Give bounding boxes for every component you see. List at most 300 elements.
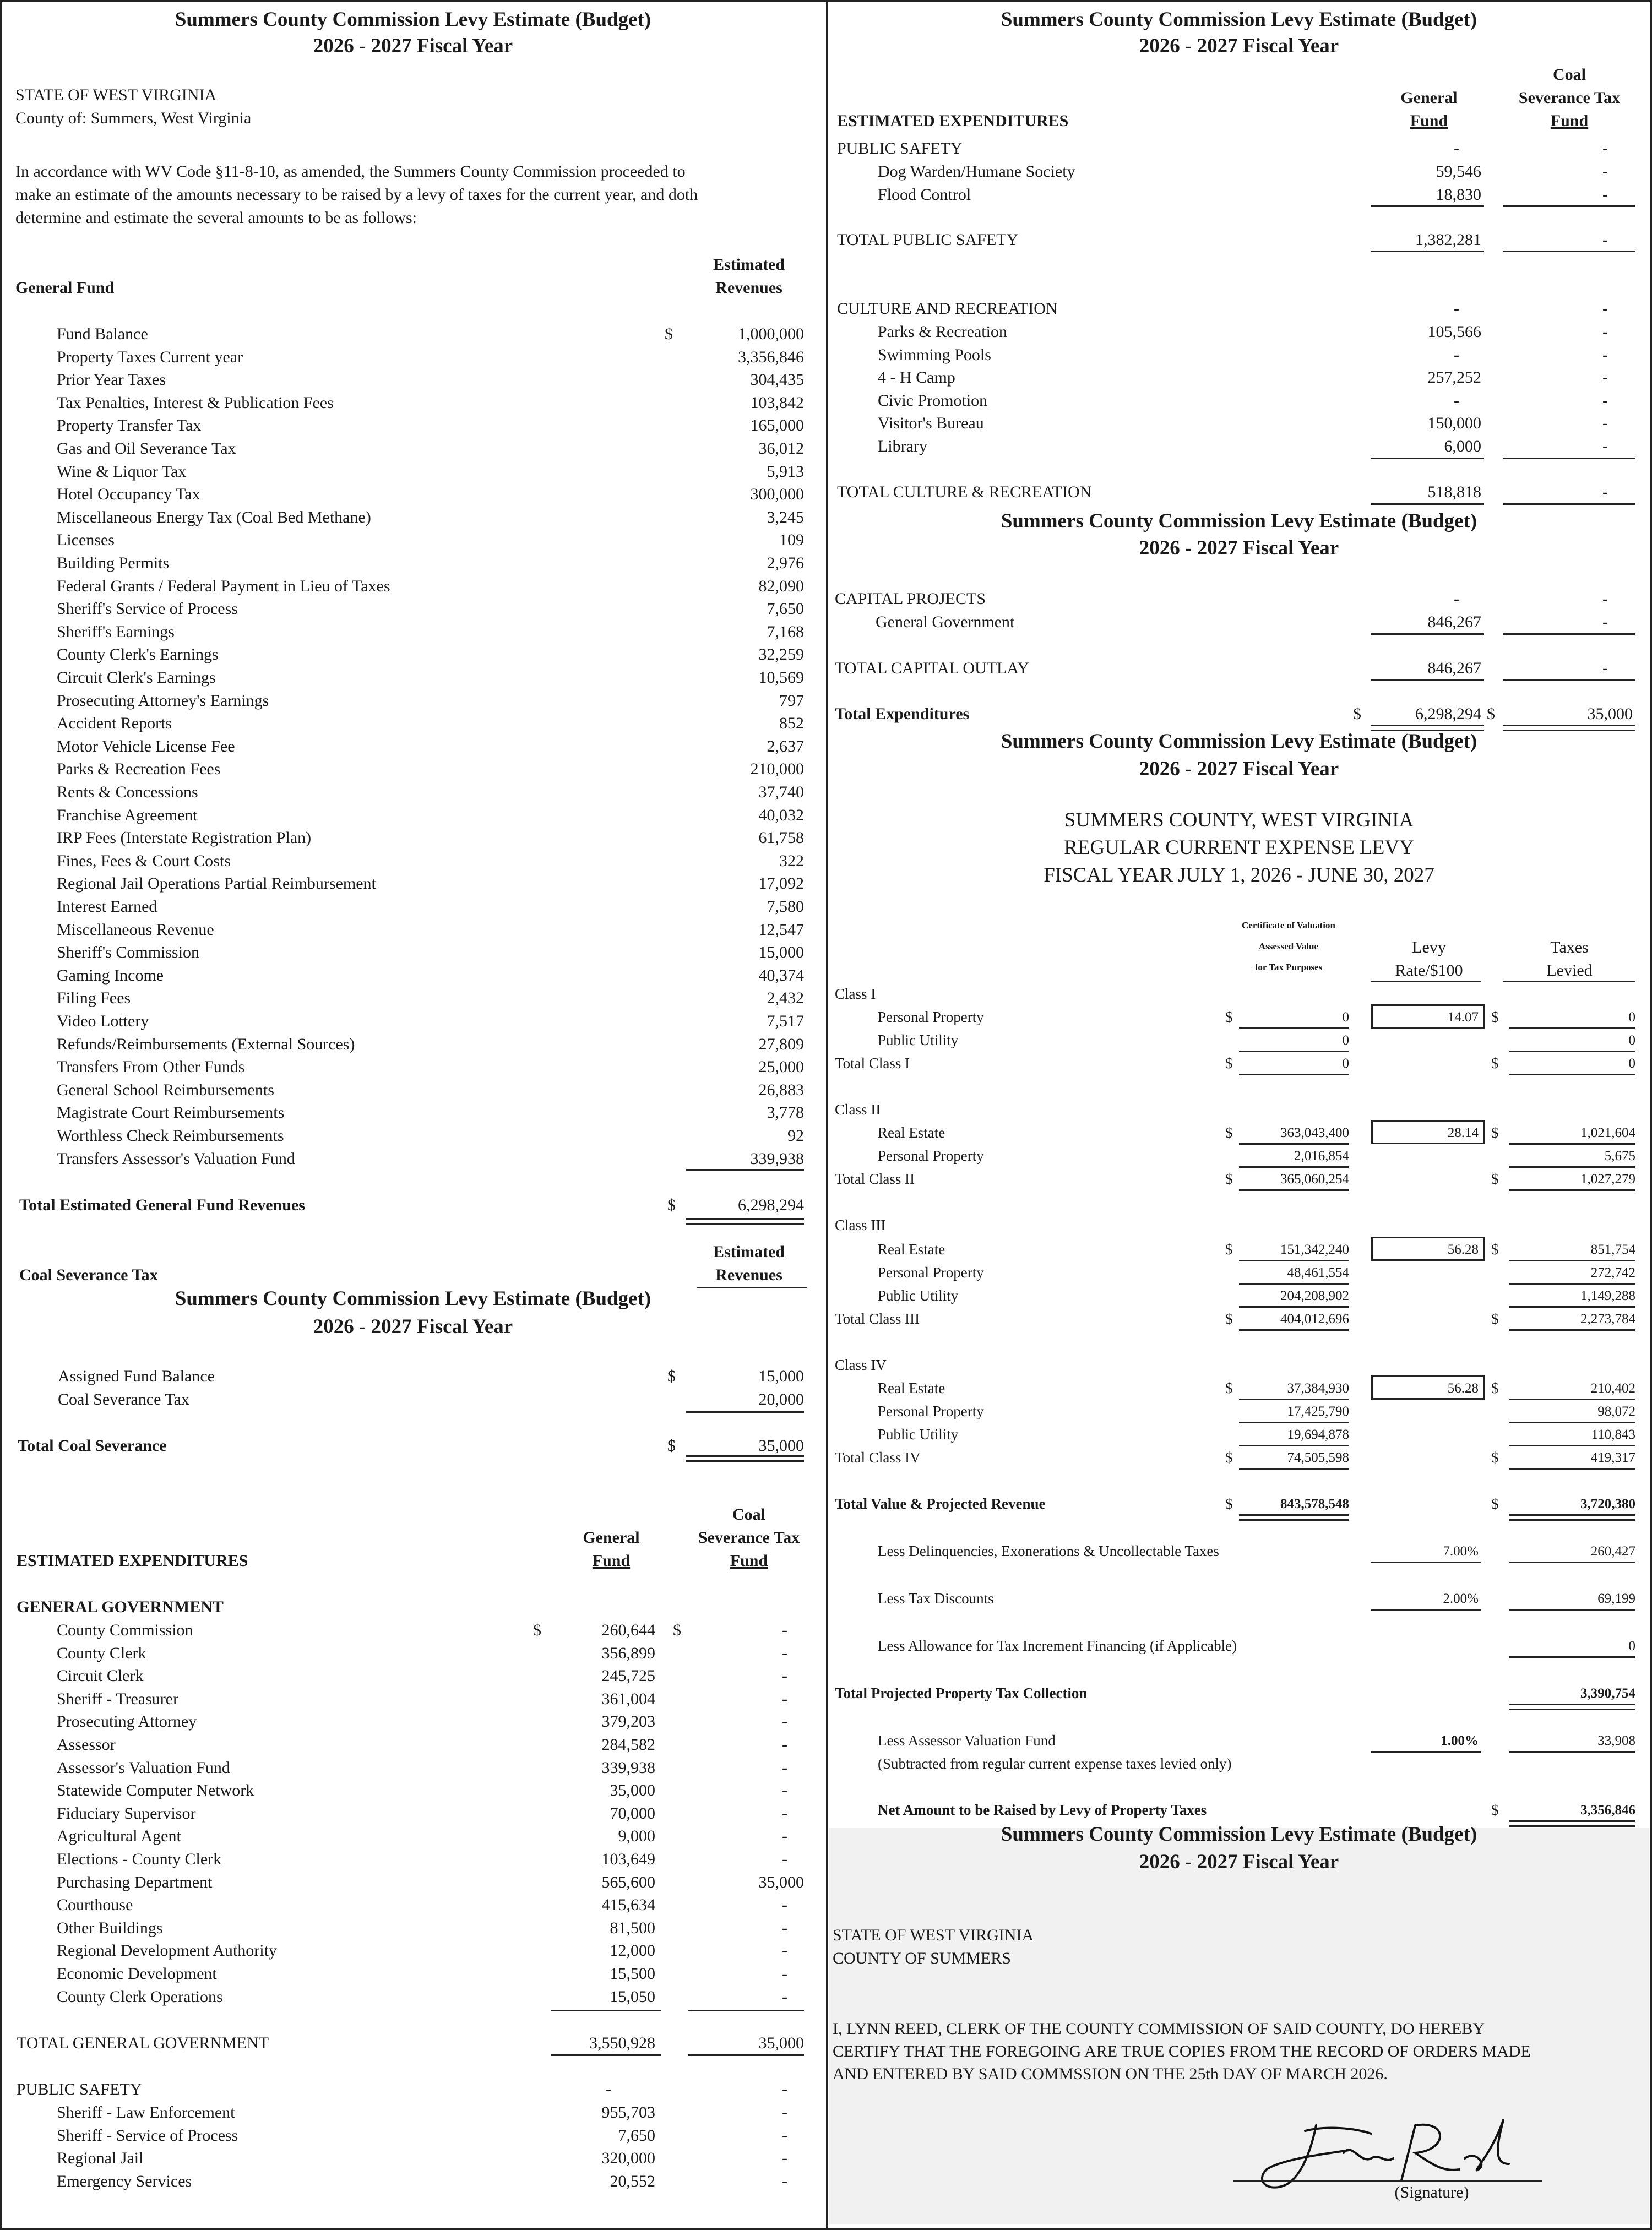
revenue-item-value: 339,938 [750,1149,804,1168]
revenue-item-value: 2,976 [767,554,804,572]
ps-item-name: Dog Warden/Humane Society [878,162,1075,181]
culture-item-gen: 6,000 [1444,437,1481,455]
gen-gov-item-gen: 379,203 [601,1712,655,1731]
gen-gov-item-name: County Commission [57,1621,193,1639]
revenue-item-name: Motor Vehicle License Fee [57,737,235,755]
levy-tax-value: 69,199 [1597,1591,1635,1606]
levy-tax-value: 419,317 [1590,1450,1635,1465]
levy-tax-value: 210,402 [1590,1381,1635,1396]
gen-gov-item-name: Sheriff - Treasurer [57,1689,179,1708]
revenue-item-value: 27,809 [758,1035,804,1053]
levy-rate: 7.00% [1443,1544,1479,1559]
levy-assessed-value: 0 [1342,1033,1349,1048]
levy-rule [1239,1189,1349,1191]
revenue-item-value: 3,356,846 [738,347,804,366]
gen-gov-item-gen: 260,644 [601,1621,655,1639]
cert-county: COUNTY OF SUMMERS [833,1949,1011,1967]
gen-gov-item-name: County Clerk [57,1644,146,1662]
levy-row-label: Real Estate [878,1380,945,1396]
culture-item-name: Parks & Recreation [878,323,1007,341]
levy-row-label: Real Estate [878,1124,945,1141]
levy-tax-value: 260,427 [1590,1544,1635,1559]
gen-gov-item-coal: - [782,1827,787,1846]
revenue-item-name: Rents & Concessions [57,783,198,801]
levy-row-label: Class III [835,1217,886,1233]
revenue-item-name: Transfers From Other Funds [57,1058,245,1076]
revenue-item-name: Sheriff's Earnings [57,622,175,641]
levy-assessed-value: 74,505,598 [1287,1450,1349,1465]
levy-hdr-1: Levy [1412,938,1446,956]
capital-total-rule [1371,679,1484,681]
r-col-fund: Fund [1410,112,1448,130]
levy-tax-value: 0 [1628,1639,1635,1654]
ps-item-name: Sheriff - Law Enforcement [57,2103,235,2122]
culture-item-gen: 257,252 [1427,368,1481,387]
gen-gov-item-name: Assessor [57,1736,116,1754]
gen-gov-item-name: Statewide Computer Network [57,1781,254,1800]
revenue-item-value: 210,000 [750,760,804,779]
fiscal-year: 2026 - 2027 Fiscal Year [313,35,513,57]
r-dash: - [1602,590,1608,608]
levy-rule [1371,1562,1481,1563]
levy-tax-value: 1,149,288 [1580,1288,1635,1303]
currency-sign: $ [1491,1171,1499,1187]
culture-rule [1371,458,1484,459]
levy-line-1: SUMMERS COUNTY, WEST VIRGINIA [1064,809,1414,831]
levy-row-label: Less Delinquencies, Exonerations & Uncollectable Taxes [878,1543,1219,1559]
capital-total-coal: - [1602,659,1608,677]
levy-assessed-value: 151,342,240 [1280,1242,1349,1257]
revenue-item-value: 3,245 [767,508,804,526]
currency-sign: $ [665,325,673,343]
exp-col-coal-fund: Fund [730,1552,768,1570]
culture-total-label: TOTAL CULTURE & RECREATION [837,483,1092,501]
revenue-item-value: 15,000 [758,943,804,962]
revenue-item-name: Federal Grants / Federal Payment in Lieu of Taxes [57,576,390,595]
culture-item-coal: - [1602,345,1608,364]
revenue-item-name: Gaming Income [57,966,164,985]
gen-gov-item-coal: - [782,1987,787,2006]
gen-gov-item-gen: 35,000 [610,1781,655,1800]
gen-gov-item-gen: 245,725 [601,1667,655,1685]
gen-gov-total-rule-coal [688,2054,804,2056]
revenue-item-name: Licenses [57,531,115,550]
culture-total-rule [1371,503,1484,505]
levy-rule [1509,1656,1635,1658]
levy-row-label: Public Utility [878,1426,959,1443]
levy-rule [1509,1329,1635,1331]
fiscal-year-2: 2026 - 2027 Fiscal Year [313,1315,513,1338]
currency-sign: $ [1353,705,1361,723]
revenue-item-name: Prior Year Taxes [57,371,166,389]
capital-total-gen: 846,267 [1427,659,1481,677]
total-exp-gen: 6,298,294 [1415,705,1481,723]
cert-hdr-1: Certificate of Valuation [1242,920,1335,931]
capital-item-name: General Government [876,613,1015,631]
revenue-item-name: Worthless Check Reimbursements [57,1127,284,1145]
revenue-item-value: 2,432 [767,989,804,1008]
cert-hdr-3: for Tax Purposes [1254,962,1323,972]
ps-total-label: TOTAL PUBLIC SAFETY [837,231,1019,249]
ps-item-gen: 7,650 [618,2126,655,2145]
levy-tax-value: 272,742 [1590,1265,1635,1280]
revenue-item-name: Refunds/Reimbursements (External Sources) [57,1035,355,1053]
gen-gov-item-name: Circuit Clerk [57,1667,144,1685]
gen-gov-rule-coal [688,2010,804,2011]
currency-sign: $ [1225,1380,1233,1396]
gen-gov-item-coal: - [782,1712,787,1731]
levy-rule [1509,1704,1635,1710]
levy-row-label: Personal Property [878,1147,984,1164]
revenue-item-name: Interest Earned [57,898,157,916]
revenue-item-value: 5,913 [767,462,804,481]
gf-total-rule [686,1218,804,1225]
revenue-item-value: 300,000 [750,485,804,504]
gen-gov-item-gen: 284,582 [601,1736,655,1754]
doc-title-2: Summers County Commission Levy Estimate (Budget) [175,1287,651,1310]
revenue-item-value: 61,758 [758,829,804,847]
gf-total-value: 6,298,294 [738,1196,804,1214]
culture-item-coal: - [1602,323,1608,341]
revenue-item-value: 165,000 [750,416,804,435]
culture-rule-coal [1503,458,1635,459]
gen-gov-item-coal: - [782,1896,787,1914]
intro-line-1: In accordance with WV Code §11-8-10, as amended, the Summers County Commission proceeded to [15,162,686,181]
gen-gov-item-coal: - [782,1965,787,1983]
gen-gov-item-gen: 15,050 [610,1987,655,2006]
levy-row-label: Public Utility [878,1032,959,1048]
gen-gov-item-name: Assessor's Valuation Fund [57,1758,230,1777]
gen-gov-total-rule [551,2054,661,2056]
levy-assessed-value: 204,208,902 [1280,1288,1349,1303]
levy-assessed-value: 365,060,254 [1280,1172,1349,1187]
currency-sign: $ [1225,1241,1233,1258]
levy-row-label: Total Projected Property Tax Collection [835,1685,1088,1701]
levy-row-label: Total Value & Projected Revenue [835,1495,1046,1512]
gen-gov-item-gen: 81,500 [610,1918,655,1937]
revenue-item-name: IRP Fees (Interstate Registration Plan) [57,829,312,847]
coal-item-value: 20,000 [758,1390,804,1408]
gen-gov-item-name: Regional Development Authority [57,1941,277,1960]
capital-total-label: TOTAL CAPITAL OUTLAY [835,659,1029,677]
ps-right-rule-coal [1503,205,1635,207]
levy-rule [1509,1609,1635,1611]
cert-hdr-2: Assessed Value [1258,941,1319,951]
levy-tax-value: 3,356,846 [1580,1803,1635,1818]
levy-rule [1371,1751,1481,1753]
currency-sign: $ [1491,1449,1499,1466]
revenue-item-name: Prosecuting Attorney's Earnings [57,691,269,710]
gen-gov-item-coal: - [782,1736,787,1754]
revenue-item-value: 103,842 [750,393,804,412]
gen-gov-item-name: Courthouse [57,1896,133,1914]
currency-sign: $ [1491,1241,1499,1258]
revenue-item-value: 36,012 [758,439,804,458]
gen-gov-item-gen: 12,000 [610,1941,655,1960]
levy-rule [1509,1751,1635,1753]
levy-row-label: Total Class III [835,1310,920,1327]
doc-title: Summers County Commission Levy Estimate (Budget) [175,8,651,31]
levy-rate: 56.28 [1447,1242,1479,1257]
currency-sign: $ [1225,1009,1233,1025]
currency-sign: $ [1225,1171,1233,1187]
r-dash: - [1454,139,1459,157]
ps-item-gen: 59,546 [1436,162,1481,181]
revenue-item-name: Tax Penalties, Interest & Publication Fees [57,393,334,412]
revenue-item-value: 26,883 [758,1080,804,1099]
revenue-item-value: 82,090 [758,576,804,595]
levy-hdr-2: Rate/$100 [1395,961,1463,980]
revenue-item-name: Building Permits [57,554,170,572]
levy-rate: 56.28 [1447,1381,1479,1396]
exp-title: ESTIMATED EXPENDITURES [17,1552,248,1570]
revenue-item-value: 322 [779,851,804,870]
revenue-item-name: Fund Balance [57,325,148,343]
revenue-item-value: 797 [779,691,804,710]
levy-tax-value: 0 [1628,1056,1635,1071]
levy-row-label: Net Amount to be Raised by Levy of Property Taxes [878,1802,1207,1818]
currency-sign: $ [673,1621,681,1639]
revenue-item-value: 12,547 [758,920,804,939]
levy-assessed-value: 0 [1342,1010,1349,1025]
gen-gov-item-coal: - [782,1621,787,1639]
gen-gov-item-coal: - [782,1781,787,1800]
coal-total-rule [686,1455,804,1462]
culture-item-gen: 150,000 [1427,414,1481,433]
levy-row-label: Total Class I [835,1055,910,1072]
levy-row-label: Real Estate [878,1241,945,1258]
revenue-item-value: 92 [787,1127,804,1145]
levy-rule [1239,1329,1349,1331]
levy-rule [1509,1514,1635,1521]
levy-rate: 1.00% [1441,1733,1479,1748]
currency-sign: $ [1491,1380,1499,1396]
column-divider [826,0,828,2230]
tax-hdr-1: Taxes [1550,938,1589,956]
culture-item-coal: - [1602,414,1608,433]
coal-heading: Coal Severance Tax [19,1266,158,1284]
gen-gov-item-coal: - [782,1918,787,1937]
ps-item-gen: 18,830 [1436,185,1481,204]
levy-tax-value: 0 [1628,1010,1635,1025]
revenue-item-name: Parks & Recreation Fees [57,760,221,779]
levy-row-label: Public Utility [878,1287,959,1304]
culture-total-coal: - [1602,483,1608,501]
gen-gov-item-gen: 15,500 [610,1965,655,1983]
revenue-item-value: 7,650 [767,600,804,618]
culture-item-gen: 105,566 [1427,323,1481,341]
fiscal-year-6: 2026 - 2027 Fiscal Year [1139,1851,1339,1873]
capital-rule-coal [1503,633,1635,635]
ps-item-coal: - [782,2126,787,2145]
levy-row-label: Class I [835,986,876,1002]
doc-title-6: Summers County Commission Levy Estimate (Budget) [1001,1823,1477,1846]
revenue-item-value: 2,637 [767,737,804,755]
revenue-item-value: 7,517 [767,1012,804,1030]
coal-total-label: Total Coal Severance [18,1437,167,1455]
gf-col-estimated: Estimated [713,255,785,274]
gen-gov-rule [551,2010,661,2011]
revenue-item-name: Regional Jail Operations Partial Reimbursement [57,874,376,893]
levy-rule [1509,1189,1635,1191]
currency-sign: $ [1487,705,1495,723]
gen-gov-item-name: Economic Development [57,1965,217,1983]
currency-sign: $ [1491,1310,1499,1327]
levy-assessed-value: 363,043,400 [1280,1125,1349,1140]
levy-rule [1239,1514,1349,1521]
capital-total-rule-coal [1503,679,1635,681]
revenue-item-value: 852 [779,714,804,733]
ps-title-right: PUBLIC SAFETY [837,139,963,157]
gen-gov-item-coal: - [782,1689,787,1708]
gen-gov-item-coal: 35,000 [758,1873,804,1891]
currency-sign: $ [1225,1055,1233,1072]
ps-right-rule [1371,205,1484,207]
currency-sign: $ [667,1437,676,1455]
revenue-item-value: 25,000 [758,1058,804,1076]
revenue-item-name: General School Reimbursements [57,1080,274,1099]
ps-item-gen: 20,552 [610,2172,655,2190]
ps-total-coal: - [1602,231,1608,249]
levy-line-2: REGULAR CURRENT EXPENSE LEVY [1064,836,1414,859]
levy-line-3: FISCAL YEAR JULY 1, 2026 - JUNE 30, 2027 [1044,864,1434,886]
state-label: STATE OF WEST VIRGINIA [15,86,217,104]
cert-text-3: AND ENTERED BY SAID COMMSSION ON THE 25th DAY OF MARCH 2026. [833,2065,1388,2083]
coal-subtotal-rule [686,1411,804,1413]
intro-line-2: make an estimate of the amounts necessary to be raised by a levy of taxes for the current year, and doth [15,186,698,204]
tax-hdr-rule [1503,981,1635,982]
coal-item-value: 15,000 [758,1367,804,1385]
total-exp-label: Total Expenditures [835,705,970,723]
doc-title-3: Summers County Commission Levy Estimate (Budget) [1001,8,1477,31]
levy-tax-value: 98,072 [1597,1404,1635,1419]
coal-item-name: Assigned Fund Balance [58,1367,215,1385]
revenue-item-value: 17,092 [758,874,804,893]
currency-sign: $ [1491,1055,1499,1072]
gen-gov-item-name: Purchasing Department [57,1873,213,1891]
gen-gov-item-coal: - [782,1850,787,1868]
ps-total-gen: 1,382,281 [1415,231,1481,249]
ps-total-rule-coal [1503,251,1635,252]
coal-col-estimated: Estimated [713,1243,785,1261]
culture-item-name: Civic Promotion [878,391,988,410]
levy-rule [1509,1562,1635,1563]
levy-tax-value: 110,843 [1591,1427,1635,1442]
levy-tax-value: 33,908 [1597,1733,1635,1748]
culture-item-name: Visitor's Bureau [878,414,984,433]
levy-assessed-value: 2,016,854 [1294,1149,1349,1163]
revenue-item-value: 3,778 [767,1103,804,1122]
revenue-item-name: Miscellaneous Revenue [57,920,214,939]
levy-assessed-value: 0 [1342,1056,1349,1071]
revenue-item-name: Gas and Oil Severance Tax [57,439,236,458]
revenue-item-name: Filing Fees [57,989,131,1008]
culture-item-gen: - [1454,391,1459,410]
ps-item-coal: - [782,2149,787,2168]
levy-row-label: Personal Property [878,1009,984,1025]
levy-rate: 28.14 [1447,1125,1479,1140]
gen-gov-item-gen: 103,649 [601,1850,655,1868]
gen-gov-item-name: Prosecuting Attorney [57,1712,197,1731]
currency-sign: $ [1225,1124,1233,1141]
gen-gov-item-name: Other Buildings [57,1918,163,1937]
gen-gov-item-name: Agricultural Agent [57,1827,181,1846]
cert-text-2: CERTIFY THAT THE FOREGOING ARE TRUE COPIES FROM THE RECORD OF ORDERS MADE [833,2042,1531,2060]
culture-item-gen: - [1454,345,1459,364]
r-col-general: General [1400,89,1458,107]
revenue-item-value: 37,740 [758,783,804,801]
exp-col-coal-1: Coal [732,1505,765,1524]
exp-col-coal-2: Severance Tax [698,1529,800,1547]
capital-item-coal: - [1602,613,1608,631]
total-exp-coal: 35,000 [1587,705,1633,723]
levy-tax-value: 1,027,279 [1580,1172,1635,1187]
ps-total-rule [1371,251,1484,252]
r-col-coal-2: Severance Tax [1518,89,1621,107]
revenue-item-value: 7,168 [767,622,804,641]
culture-item-coal: - [1602,437,1608,455]
exp-col-fund: Fund [592,1552,631,1570]
ps-item-name: Emergency Services [57,2172,192,2190]
gen-gov-item-name: County Clerk Operations [57,1987,223,2006]
gen-gov-item-name: Elections - County Clerk [57,1850,222,1868]
ps-item-coal: - [1602,185,1608,204]
currency-sign: $ [1225,1495,1233,1512]
levy-rule [1239,1468,1349,1470]
capital-title: CAPITAL PROJECTS [835,590,986,608]
gf-total-label: Total Estimated General Fund Revenues [19,1196,305,1214]
gen-gov-title: GENERAL GOVERNMENT [17,1598,224,1616]
coal-item-name: Coal Severance Tax [58,1390,189,1408]
levy-rate: 14.07 [1447,1010,1479,1025]
levy-assessed-value: 48,461,554 [1287,1265,1349,1280]
currency-sign: $ [1225,1310,1233,1327]
levy-assessed-value: 17,425,790 [1287,1404,1349,1419]
capital-item-gen: 846,267 [1427,613,1481,631]
levy-assessed-value: 19,694,878 [1287,1427,1349,1442]
ps-item-name: Sheriff - Service of Process [57,2126,238,2145]
gen-gov-total-gen: 3,550,928 [589,2034,655,2052]
revenue-item-name: Wine & Liquor Tax [57,462,187,481]
revenue-item-value: 109 [779,531,804,550]
levy-tax-value: 1,021,604 [1580,1125,1635,1140]
gen-gov-item-gen: 565,600 [601,1873,655,1891]
revenue-item-name: Miscellaneous Energy Tax (Coal Bed Methane) [57,508,371,526]
levy-tax-value: 851,754 [1590,1242,1635,1257]
culture-item-coal: - [1602,368,1608,387]
levy-rule [1509,1074,1635,1075]
exp-col-general: General [583,1529,640,1547]
revenue-item-name: Property Transfer Tax [57,416,202,435]
revenue-item-value: 10,569 [758,668,804,687]
gen-gov-item-gen: 70,000 [610,1804,655,1823]
gen-gov-item-coal: - [782,1804,787,1823]
levy-assessed-value: 843,578,548 [1280,1497,1349,1511]
culture-item-name: Library [878,437,927,455]
ps-item-coal: - [1602,162,1608,181]
signature-stroke [1262,2120,1509,2188]
revenue-item-name: Franchise Agreement [57,806,198,824]
culture-title: CULTURE AND RECREATION [837,300,1058,318]
revenue-item-name: Sheriff's Commission [57,943,200,962]
revenue-item-name: Property Taxes Current year [57,347,243,366]
gen-gov-item-gen: 339,938 [601,1758,655,1777]
gen-gov-total-label: TOTAL GENERAL GOVERNMENT [17,2034,269,2052]
gen-gov-item-coal: - [782,1644,787,1662]
revenue-item-name: Sheriff's Service of Process [57,600,238,618]
currency-sign: $ [1491,1124,1499,1141]
levy-tax-value: 0 [1628,1033,1635,1048]
